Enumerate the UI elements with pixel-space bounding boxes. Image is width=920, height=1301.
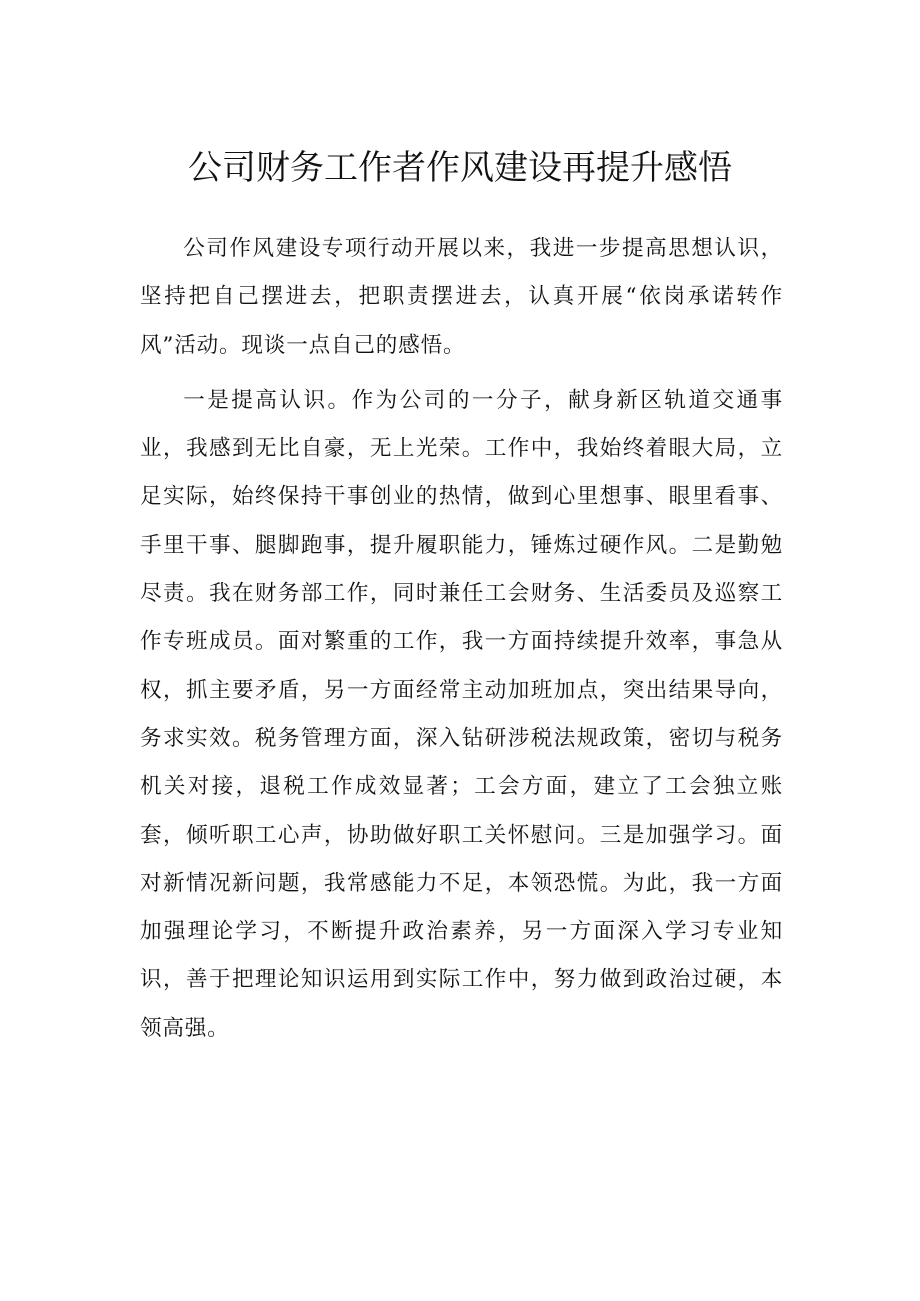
document-title: 公司财务工作者作风建设再提升感悟 (188, 148, 732, 188)
document-body (140, 225, 783, 1053)
paragraph-intro: 公司作风建设专项行动开展以来，我进一步提高思想认识，坚持把自己摆进去，把职责摆进去，认真开展“依岗承诺转作风”活动。现谈一点自己的感悟。 (140, 236, 783, 358)
paragraph-main: 一是提高认识。作为公司的一分子，献身新区轨道交通事业，我感到无比自豪，无上光荣。工作中，我始终着眼大局，立足实际，始终保持干事创业的热情，做到心里想事、眼里看事、手里干事、腿脚跑事，提升履职能力，锤炼过硬作风。二是勤勉尽责。我在财务部工作，同时兼任工会财务、生活委员及巡察工作专班成员。面对繁重的工作，我一方面持续提升效率，事急从权，抓主要矛盾，另一方面经常主动加班加点，突出结果导向，务求实效。税务管理方面，深入钻研涉税法规政策，密切与税务机关对接，退税工作成效显著；工会方面，建立了工会独立账套，倾听职工心声，协助做好职工关怀慰问。三是加强学习。面对新情况新问题，我常感能力不足，本领恐慌。为此，我一方面加强理论学习，不断提升政治素养，另一方面深入学习专业知识，善于把理论知识运用到实际工作中，努力做到政治过硬，本领高强。 (140, 387, 783, 1041)
